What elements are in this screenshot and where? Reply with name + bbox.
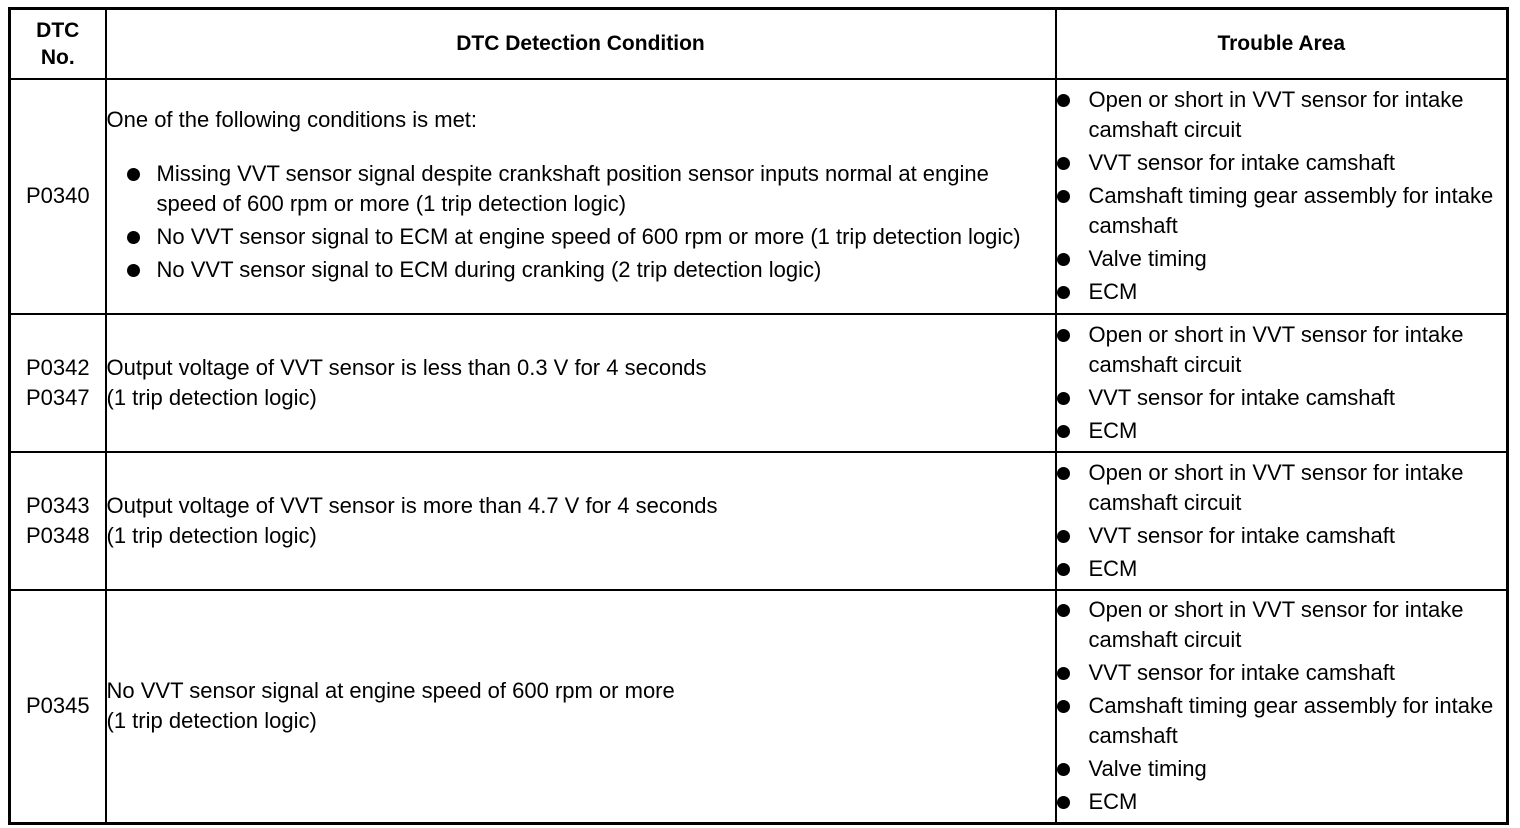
table-row (10, 79, 1508, 314)
condition-line: No VVT sensor signal at engine speed of 600 rpm or more (106, 678, 675, 704)
header-dtc-no-line1: DTC (36, 18, 80, 42)
condition-item: No VVT sensor signal to ECM at engine speed of 600 rpm or more (1 trip detection logic) (107, 222, 1055, 252)
trouble-area-item: Open or short in VVT sensor for intake camshaft circuit (1057, 595, 1507, 655)
dtc-code: P0343 (25, 492, 90, 518)
dtc-code: P0340 (25, 183, 90, 208)
dtc-code-cell (10, 452, 106, 590)
condition-line: (1 trip detection logic) (106, 708, 317, 734)
trouble-area-cell (1056, 314, 1508, 452)
condition-cell (106, 452, 1056, 590)
dtc-table (8, 7, 1509, 825)
table-row (10, 590, 1508, 824)
trouble-area-cell (1056, 590, 1508, 824)
table-row (10, 452, 1508, 590)
condition-cell (106, 590, 1056, 824)
trouble-area-list (1057, 85, 1507, 307)
condition-line: (1 trip detection logic) (106, 384, 317, 410)
dtc-code-cell (10, 590, 106, 824)
trouble-area-item: Camshaft timing gear assembly for intake camshaft (1057, 181, 1507, 241)
condition-cell (106, 314, 1056, 452)
trouble-area-item: Valve timing (1057, 244, 1507, 274)
trouble-area-item: VVT sensor for intake camshaft (1057, 521, 1507, 551)
trouble-area-item: Camshaft timing gear assembly for intake camshaft (1057, 691, 1507, 751)
dtc-code: P0348 (25, 522, 90, 548)
condition-item: Missing VVT sensor signal despite crankshaft position sensor inputs normal at engine speed of 600 rpm or more (1 trip detection logic) (107, 159, 1055, 219)
table-row (10, 314, 1508, 452)
trouble-area-item: Valve timing (1057, 754, 1507, 784)
trouble-area-list (1057, 595, 1507, 817)
trouble-area-item: ECM (1057, 416, 1507, 446)
header-condition: DTC Detection Condition (106, 9, 1056, 79)
header-dtc-no (10, 9, 106, 79)
trouble-area-item: VVT sensor for intake camshaft (1057, 658, 1507, 688)
header-dtc-no-line2: No. (40, 45, 75, 69)
trouble-area-list (1057, 320, 1507, 446)
dtc-code: P0342 (25, 354, 90, 380)
condition-line: Output voltage of VVT sensor is less than 0.3 V for 4 seconds (106, 354, 707, 380)
trouble-area-cell (1056, 452, 1508, 590)
dtc-code-cell (10, 314, 106, 452)
trouble-area-list (1057, 458, 1507, 584)
trouble-area-item: ECM (1057, 787, 1507, 817)
trouble-area-item: Open or short in VVT sensor for intake camshaft circuit (1057, 320, 1507, 380)
header-row (10, 9, 1508, 79)
trouble-area-item: ECM (1057, 277, 1507, 307)
dtc-code: P0347 (25, 384, 90, 410)
condition-line: (1 trip detection logic) (106, 522, 317, 548)
trouble-area-item: VVT sensor for intake camshaft (1057, 383, 1507, 413)
condition-line: Output voltage of VVT sensor is more than 4.7 V for 4 seconds (106, 492, 718, 518)
condition-cell (106, 79, 1056, 314)
condition-lead: One of the following conditions is met: (106, 106, 478, 132)
condition-item: No VVT sensor signal to ECM during cranking (2 trip detection logic) (107, 255, 1055, 285)
header-trouble-area: Trouble Area (1056, 9, 1508, 79)
trouble-area-item: Open or short in VVT sensor for intake camshaft circuit (1057, 458, 1507, 518)
condition-list (107, 159, 1055, 285)
trouble-area-item: Open or short in VVT sensor for intake camshaft circuit (1057, 85, 1507, 145)
dtc-code: P0345 (25, 693, 90, 719)
trouble-area-item: ECM (1057, 554, 1507, 584)
trouble-area-item: VVT sensor for intake camshaft (1057, 148, 1507, 178)
trouble-area-cell (1056, 79, 1508, 314)
dtc-code-cell (10, 79, 106, 314)
